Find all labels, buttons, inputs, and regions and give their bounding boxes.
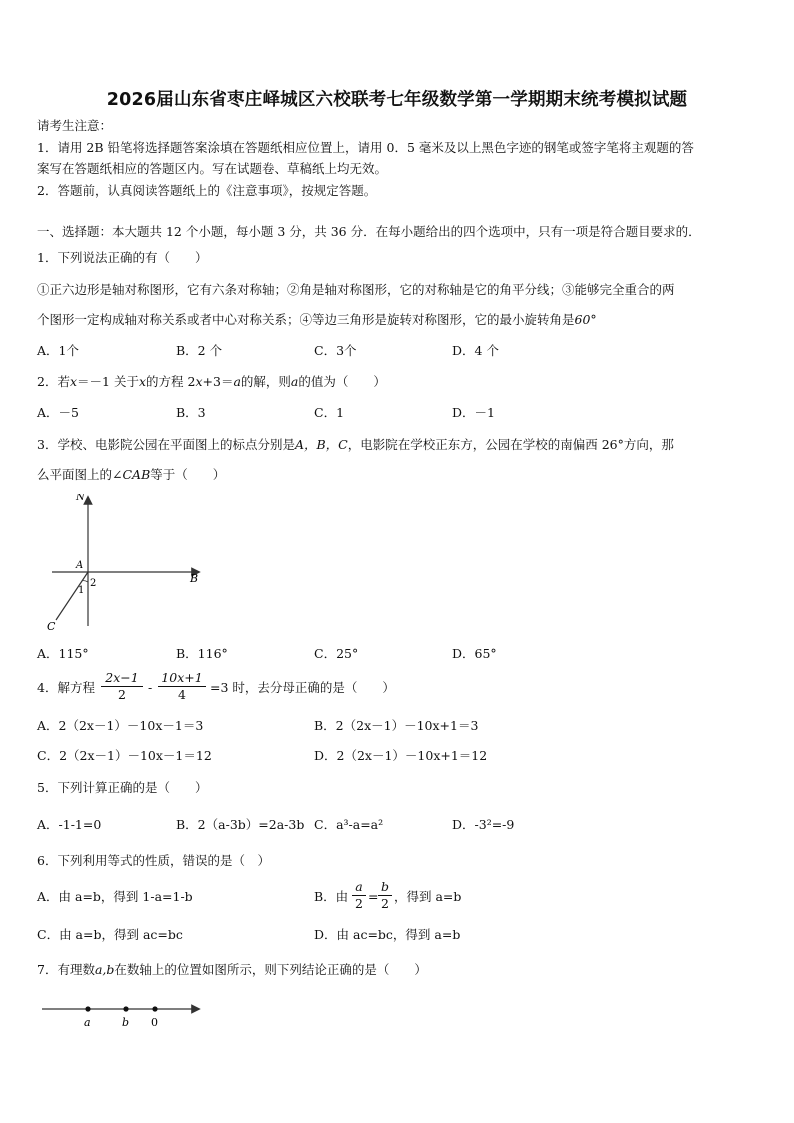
notice-heading: 请考生注意： [37, 118, 113, 133]
question-6-option-c: C．由 a=b，得到 ac=bc [37, 927, 183, 942]
question-6-option-b-suffix: ，得到 a=b [394, 889, 462, 904]
question-5-option-a: A．-1-1=0 [37, 817, 102, 832]
number-line-figure [38, 998, 208, 1032]
question-6-fraction-a: $\frac{a}{2}$ [352, 879, 366, 912]
question-1-body-line-1: ①正六边形是轴对称图形，它有六条对称轴；②角是轴对称图形，它的对称轴是它的角平分线；③能够完全重合的两 [37, 282, 675, 297]
question-4-fraction-1: $\frac{2x-1}{2}$ [101, 670, 143, 703]
question-5-option-b: B．2（a-3b）=2a-3b [176, 817, 305, 832]
question-4-suffix: =3 时，去分母正确的是（ ） [210, 680, 395, 695]
question-5-option-c: C．a³-a=a² [314, 817, 384, 832]
label-b: b [122, 1016, 130, 1029]
question-3-stem-line-2: 么平面图上的∠CAB等于（ ） [37, 467, 226, 482]
question-2-option-d: D．－1 [452, 405, 495, 420]
notice-item-1-line-1: 1．请用 2B 铅笔将选择题答案涂填在答题纸相应位置上，请用 0．5 毫米及以上黑色字迹的钢笔或签字笔将主观题的答 [37, 140, 694, 155]
question-3-stem-line-1: 3．学校、电影院公园在平面图上的标点分别是A，B，C，电影院在学校正东方，公园在学校的南偏西 26°方向，那 [37, 437, 674, 452]
question-4-option-c: C．2（2x－1）－10x－1＝12 [37, 748, 212, 763]
label-n: N [76, 494, 85, 503]
label-a: A [76, 560, 84, 571]
question-3-option-d: D．65° [452, 646, 497, 661]
question-5-stem: 5．下列计算正确的是（ ） [37, 780, 208, 795]
label-angle-2: 2 [90, 578, 97, 589]
question-5-option-d: D．-3²=-9 [452, 817, 515, 832]
question-4-fraction-2: $\frac{10x+1}{4}$ [158, 670, 206, 703]
section-heading: 一、选择题：本大题共 12 个小题，每小题 3 分，共 36 分．在每小题给出的四个选项中，只有一项是符合题目要求的． [37, 224, 701, 239]
question-7-stem: 7．有理数a,b在数轴上的位置如图所示，则下列结论正确的是（ ） [37, 962, 427, 977]
question-1-option-a: A．1个 [37, 343, 79, 358]
question-2-stem: 2．若x＝－1 关于x的方程 2x+3＝a的解，则a的值为（ ） [37, 374, 386, 389]
question-6-option-b-prefix: B．由 [314, 889, 349, 904]
label-angle-1: 1 [78, 585, 85, 596]
question-2-option-b: B．3 [176, 405, 206, 420]
question-4-prefix: 4．解方程 [37, 680, 95, 695]
angle-value: 60° [574, 312, 597, 327]
question-1-body-line-2: 个图形一定构成轴对称关系或者中心对称关系；④等边三角形是旋转对称图形，它的最小旋转角是60° [37, 312, 597, 327]
question-4-minus: - [148, 680, 153, 695]
label-a: a [84, 1016, 91, 1029]
question-6-fraction-b: $\frac{b}{2}$ [378, 879, 392, 912]
question-1-stem: 1．下列说法正确的有（ ） [37, 250, 208, 265]
notice-item-1-line-2: 案写在答题纸相应的答题区内。写在试题卷、草稿纸上均无效。 [37, 161, 388, 176]
point-b [123, 1006, 128, 1011]
compass-direction-figure [40, 494, 210, 634]
ray-ac [56, 572, 88, 620]
question-1-option-b: B．2 个 [176, 343, 223, 358]
question-3-option-c: C．25° [314, 646, 359, 661]
question-2-option-c: C．1 [314, 405, 345, 420]
question-2-option-a: A．－5 [37, 405, 79, 420]
question-1-option-c: C．3个 [314, 343, 357, 358]
question-6-option-a: A．由 a=b，得到 1-a=1-b [37, 889, 193, 904]
exam-title: 2026届山东省枣庄峄城区六校联考七年级数学第一学期期末统考模拟试题 [106, 90, 688, 110]
question-3-option-a: A．115° [37, 646, 89, 661]
question-4-option-b: B．2（2x－1）－10x+1＝3 [314, 718, 479, 733]
label-b: B [190, 572, 199, 585]
label-zero: 0 [151, 1016, 158, 1029]
point-zero [152, 1006, 157, 1011]
label-c: C [47, 620, 56, 633]
question-3-option-b: B．116° [176, 646, 228, 661]
notice-item-2: 2．答题前，认真阅读答题纸上的《注意事项》，按规定答题。 [37, 183, 377, 198]
question-6-equals: = [368, 889, 379, 904]
point-a [85, 1006, 90, 1011]
question-4-option-a: A．2（2x－1）－10x－1＝3 [37, 718, 204, 733]
question-6-option-d: D．由 ac=bc，得到 a=b [314, 927, 461, 942]
question-1-option-d: D．4 个 [452, 343, 499, 358]
question-4-option-d: D．2（2x－1）－10x+1＝12 [314, 748, 488, 763]
question-6-stem: 6．下列利用等式的性质，错误的是（ ） [37, 853, 270, 868]
